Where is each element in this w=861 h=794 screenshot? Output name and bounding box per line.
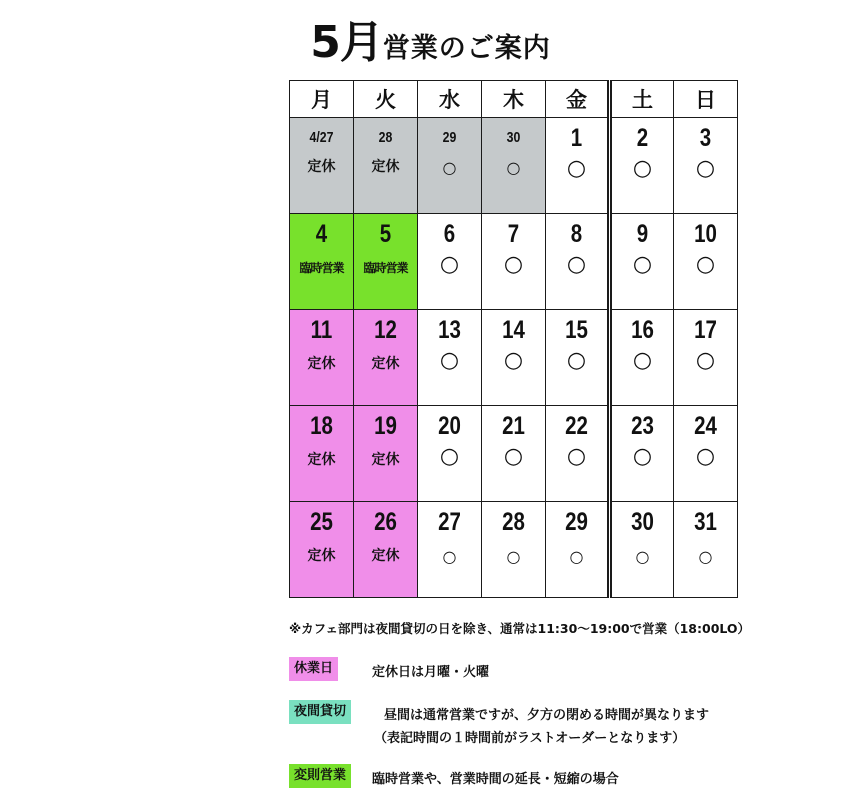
calendar-day-cell [546, 310, 610, 406]
title-text: 営業のご案内 [382, 33, 551, 64]
day-status: ○ [566, 444, 587, 469]
calendar-header-row [290, 81, 738, 118]
calendar-week-row [290, 502, 738, 598]
calendar-week-row [290, 310, 738, 406]
day-number: 22 [565, 412, 588, 440]
day-status: ○ [698, 547, 713, 566]
weekday-header: 土 [610, 81, 674, 118]
day-status: ○ [439, 252, 460, 277]
calendar-day-cell [546, 214, 610, 310]
day-number: 30 [631, 508, 654, 536]
legend-text-closed: 定休日は月曜・火曜 [372, 665, 490, 680]
legend-badge-night-rental: 夜間貸切 [289, 700, 351, 724]
day-status: 臨時営業 [299, 261, 344, 275]
day-number: 14 [502, 316, 525, 344]
day-number: 24 [694, 412, 717, 440]
calendar-day-cell [290, 310, 354, 406]
day-number: 17 [694, 316, 717, 344]
weekday-header: 日 [674, 81, 738, 118]
calendar-day-cell [546, 406, 610, 502]
day-status: ○ [635, 547, 650, 566]
day-status: ○ [632, 348, 653, 373]
day-number: 4/27 [309, 129, 334, 146]
day-number: 25 [310, 508, 333, 536]
calendar-week-row [290, 406, 738, 502]
day-number: 13 [438, 316, 461, 344]
weekday-header: 木 [482, 81, 546, 118]
calendar-day-cell [610, 406, 674, 502]
day-status: ○ [632, 156, 653, 181]
calendar-week-row [290, 214, 738, 310]
calendar-day-cell [418, 214, 482, 310]
legend-text-night-rental-note: （表記時間の１時間前がラストオーダーとなります） [374, 731, 686, 746]
day-number: 18 [310, 412, 333, 440]
weekday-header: 月 [290, 81, 354, 118]
day-number: 2 [636, 124, 649, 152]
day-status: ○ [503, 348, 524, 373]
day-number: 1 [570, 124, 583, 152]
weekday-header: 金 [546, 81, 610, 118]
calendar-day-cell [418, 118, 482, 214]
calendar-day-cell [674, 310, 738, 406]
day-status: ○ [695, 252, 716, 277]
day-number: 15 [565, 316, 588, 344]
day-number: 29 [442, 129, 457, 146]
day-status: ○ [566, 348, 587, 373]
day-status: ○ [503, 252, 524, 277]
day-number: 11 [310, 316, 333, 344]
calendar-week-row [290, 118, 738, 214]
calendar-day-cell [610, 214, 674, 310]
business-calendar [289, 80, 738, 598]
day-number: 16 [631, 316, 654, 344]
calendar-day-cell [546, 118, 610, 214]
day-number: 30 [506, 129, 521, 146]
calendar-day-cell [418, 310, 482, 406]
day-status: 定休 [371, 452, 400, 468]
calendar-day-cell [290, 502, 354, 598]
day-status: ○ [695, 444, 716, 469]
day-number: 12 [374, 316, 397, 344]
calendar-day-cell [610, 118, 674, 214]
calendar-day-cell [482, 502, 546, 598]
day-status: 定休 [307, 356, 336, 372]
day-number: 5 [379, 220, 392, 248]
page-title [0, 6, 861, 70]
day-number: 20 [438, 412, 461, 440]
day-status: 定休 [371, 159, 400, 175]
day-number: 7 [507, 220, 520, 248]
day-status: 定休 [307, 452, 336, 468]
day-status: ○ [439, 348, 460, 373]
calendar-day-cell [546, 502, 610, 598]
calendar-day-cell [610, 502, 674, 598]
calendar-day-cell [482, 214, 546, 310]
day-status: ○ [506, 547, 521, 566]
weekday-header: 火 [354, 81, 418, 118]
day-status: ○ [503, 444, 524, 469]
day-status: ○ [442, 547, 457, 566]
legend-badge-closed: 休業日 [289, 657, 338, 681]
day-status: ○ [439, 444, 460, 469]
day-status: ○ [632, 444, 653, 469]
day-number: 9 [636, 220, 649, 248]
day-number: 26 [374, 508, 397, 536]
day-status: ○ [632, 252, 653, 277]
calendar-day-cell [290, 118, 354, 214]
day-status: 臨時営業 [363, 261, 408, 275]
cafe-hours-note: ※カフェ部門は夜間貸切の日を除き、通常は11:30〜19:00で営業（18:00LO） [289, 621, 751, 636]
day-number: 3 [699, 124, 712, 152]
day-status: 定休 [307, 548, 336, 564]
calendar-day-cell [674, 118, 738, 214]
calendar-day-cell [354, 502, 418, 598]
legend-badge-special: 変則営業 [289, 764, 351, 788]
weekday-header: 水 [418, 81, 482, 118]
calendar-day-cell [482, 118, 546, 214]
day-number: 8 [570, 220, 583, 248]
day-number: 28 [378, 129, 393, 146]
day-status: ○ [566, 156, 587, 181]
calendar-day-cell [354, 214, 418, 310]
day-status: 定休 [371, 356, 400, 372]
day-status: 定休 [307, 159, 336, 175]
day-number: 31 [694, 508, 717, 536]
day-number: 4 [315, 220, 328, 248]
calendar-day-cell [674, 406, 738, 502]
day-status: ○ [506, 158, 521, 177]
calendar-day-cell [354, 310, 418, 406]
day-status: ○ [695, 156, 716, 181]
calendar-day-cell [482, 310, 546, 406]
day-status: ○ [569, 547, 584, 566]
calendar-day-cell [610, 310, 674, 406]
legend-text-night-rental: 昼間は通常営業ですが、夕方の閉める時間が異なります [384, 708, 710, 723]
calendar-day-cell [418, 406, 482, 502]
day-number: 27 [438, 508, 461, 536]
day-status: ○ [566, 252, 587, 277]
calendar-day-cell [674, 214, 738, 310]
calendar-day-cell [482, 406, 546, 502]
day-number: 29 [565, 508, 588, 536]
title-month: 5月 [310, 17, 383, 68]
calendar-day-cell [354, 406, 418, 502]
day-status: ○ [442, 158, 457, 177]
day-status: 定休 [371, 548, 400, 564]
calendar-day-cell [290, 214, 354, 310]
calendar-day-cell [418, 502, 482, 598]
legend-text-special: 臨時営業や、営業時間の延長・短縮の場合 [372, 772, 619, 787]
day-status: ○ [695, 348, 716, 373]
day-number: 23 [631, 412, 654, 440]
day-number: 6 [443, 220, 456, 248]
calendar-day-cell [674, 502, 738, 598]
day-number: 21 [502, 412, 525, 440]
day-number: 28 [502, 508, 525, 536]
day-number: 19 [374, 412, 397, 440]
day-number: 10 [694, 220, 717, 248]
calendar-day-cell [354, 118, 418, 214]
calendar-day-cell [290, 406, 354, 502]
